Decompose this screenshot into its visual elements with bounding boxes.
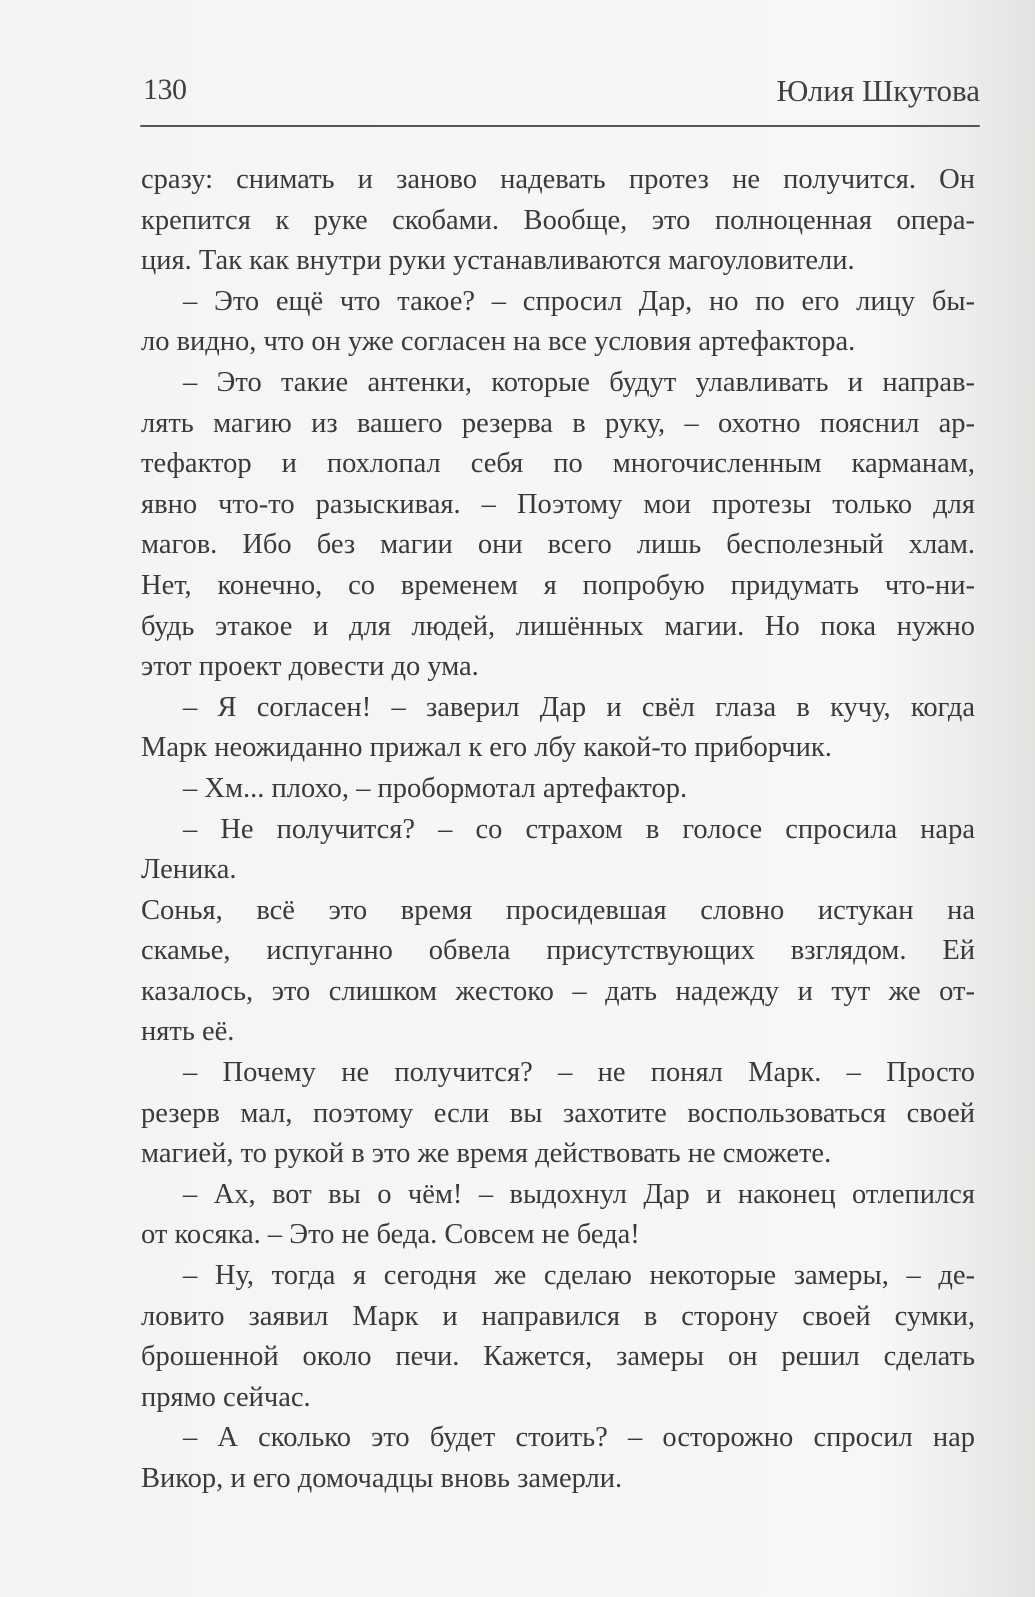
body-text: [141, 160, 975, 1500]
text-line: будь этакое и для людей, лишённых магии. Но пока нужно: [141, 610, 975, 642]
text-line: – Я согласен! – заверил Дар и свёл глаза в кучу, когда: [183, 691, 975, 723]
text-line: скамье, испуганно обвела присутствующих взглядом. Ей: [141, 935, 975, 967]
running-header-author: Юлия Шкутова: [776, 73, 980, 108]
header-rule: [140, 125, 980, 127]
text-line: – Это такие антенки, которые будут улавливать и направ-: [183, 366, 975, 398]
text-line: – А сколько это будет стоить? – осторожно спросил нар: [183, 1422, 975, 1454]
text-line: – Ах, вот вы о чём! – выдохнул Дар и наконец отлепился: [183, 1178, 975, 1210]
text-line: ция. Так как внутри руки устанавливаются магоуловители.: [141, 245, 855, 277]
page-number: 130: [143, 73, 187, 106]
text-line: крепится к руке скобами. Вообще, это полноценная опера-: [141, 204, 975, 236]
text-line: тефактор и похлопал себя по многочисленным карманам,: [141, 448, 975, 480]
text-line: от косяка. – Это не беда. Совсем не беда!: [141, 1219, 640, 1251]
text-line: явно что-то разыскивая. – Поэтому мои протезы только для: [141, 488, 975, 520]
text-line: Нет, конечно, со временем я попробую придумать что-ни-: [141, 569, 975, 601]
text-line: – Не получится? – со страхом в голосе спросила нара: [183, 813, 975, 845]
text-line: ло видно, что он уже согласен на все условия артефактора.: [141, 326, 856, 358]
text-line: этот проект довести до ума.: [141, 651, 479, 683]
text-line: резерв мал, поэтому если вы захотите воспользоваться своей: [141, 1097, 975, 1129]
text-line: Сонья, всё это время просидевшая словно истукан на: [141, 894, 975, 926]
text-line: брошенной около печи. Кажется, замеры он решил сделать: [141, 1341, 975, 1373]
text-line: казалось, это слишком жестоко – дать надежду и тут же от-: [141, 975, 975, 1007]
text-line: нять её.: [141, 1016, 235, 1048]
text-line: – Это ещё что такое? – спросил Дар, но по его лицу бы-: [183, 285, 975, 317]
text-line: – Почему не получится? – не понял Марк. – Просто: [183, 1057, 975, 1089]
text-line: магией, то рукой в это же время действовать не сможете.: [141, 1138, 832, 1170]
text-line: – Ну, тогда я сегодня же сделаю некоторые замеры, – де-: [183, 1260, 975, 1292]
text-line: магов. Ибо без магии они всего лишь бесполезный хлам.: [141, 529, 975, 561]
text-line: лять магию из вашего резерва в руку, – охотно пояснил ар-: [141, 407, 975, 439]
text-line: прямо сейчас.: [141, 1381, 311, 1413]
text-line: Викор, и его домочадцы вновь замерли.: [141, 1463, 623, 1494]
text-line: сразу: снимать и заново надевать протез не получится. Он: [141, 164, 975, 195]
text-line: – Хм... плохо, – пробормотал артефактор.: [183, 772, 688, 804]
text-line: Леника.: [141, 854, 237, 886]
text-line: Марк неожиданно прижал к его лбу какой-то приборчик.: [141, 732, 832, 764]
text-line: ловито заявил Марк и направился в сторону своей сумки,: [141, 1300, 975, 1332]
